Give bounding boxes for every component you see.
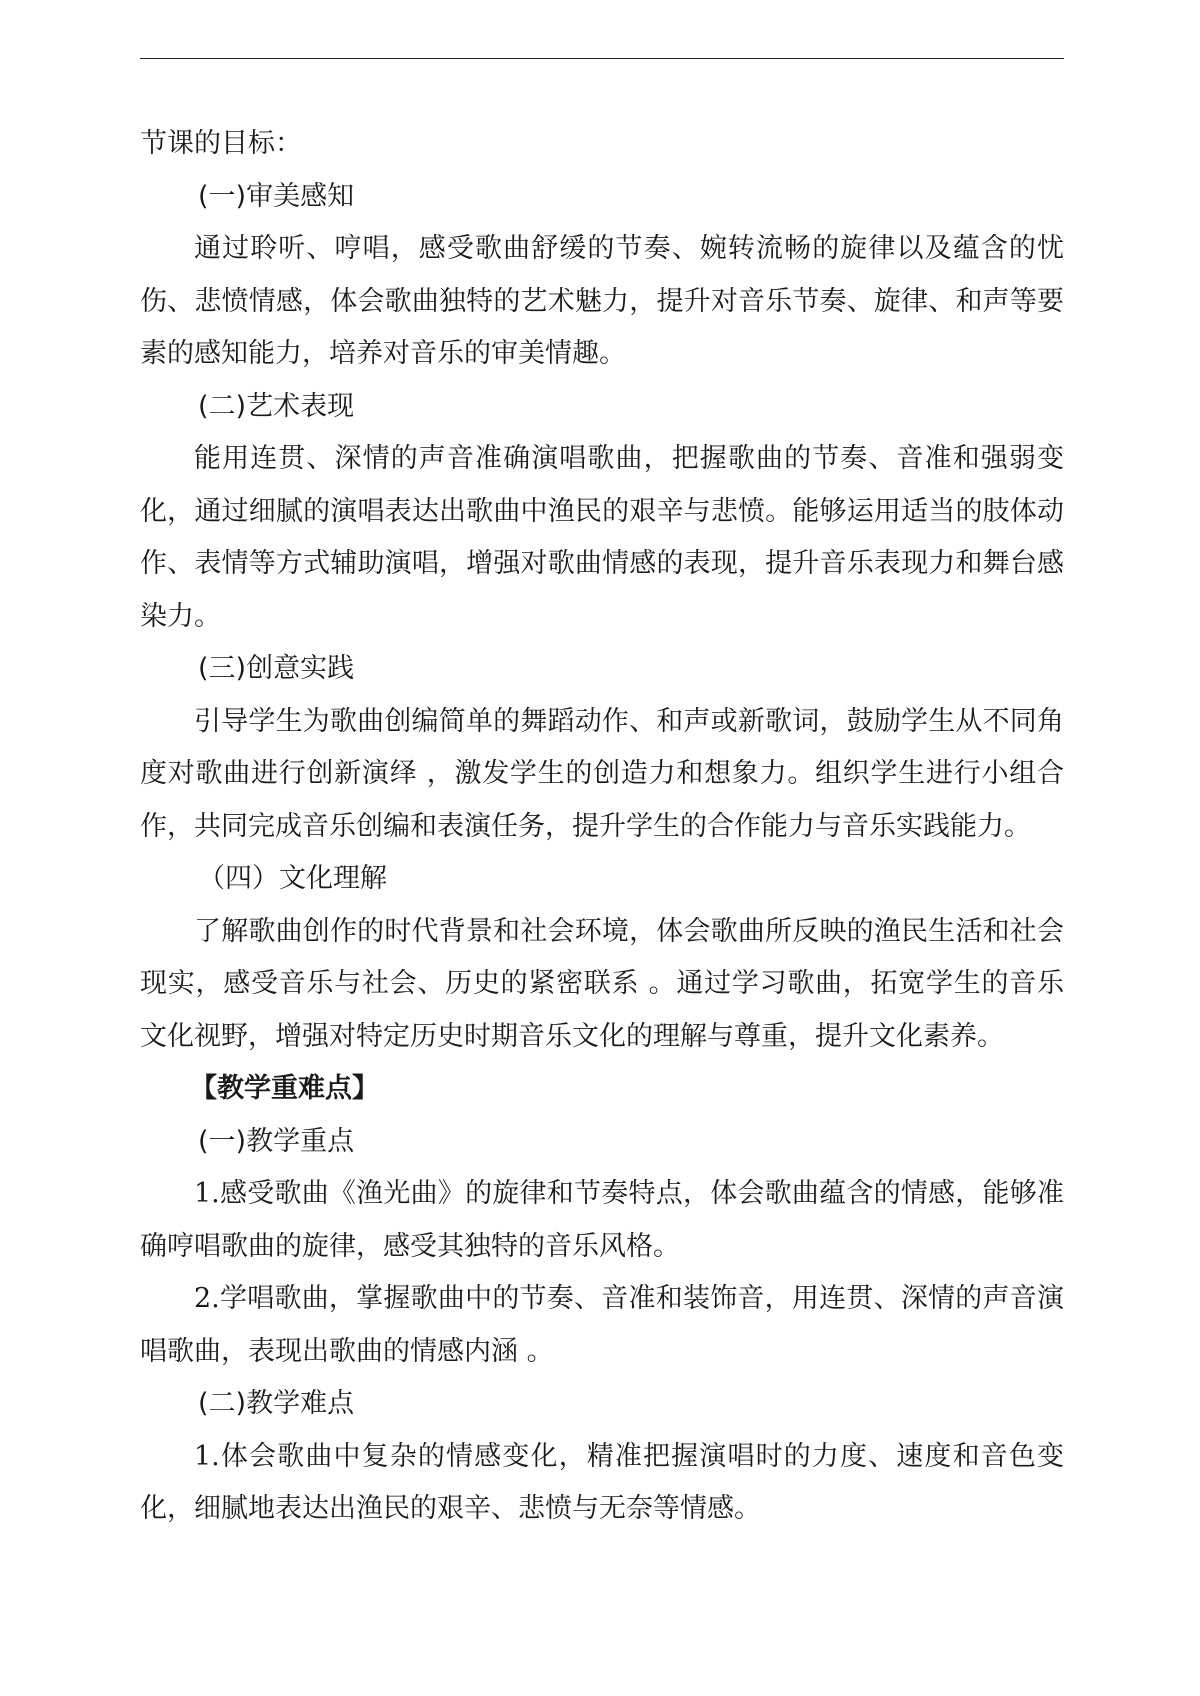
key-section-title: 【教学重难点】 [190,1073,379,1104]
section-heading-artistic: (二)艺术表现 [198,390,355,422]
subsection-heading-difficulty: (二)教学难点 [198,1388,355,1419]
focus-item-2: 2.学唱歌曲，掌握歌曲中的节奏、音准和装饰音，用连贯、深情的声音演唱歌曲，表现出歌曲的情感内涵 。 [140,1283,1064,1367]
section-paragraph-culture: 了解歌曲创作的时代背景和社会环境，体会歌曲所反映的渔民生活和社会现实，感受音乐与社会、历史的紧密联系 。通过学习歌曲，拓宽学生的音乐文化视野，增强对特定历史时期音乐文化的理解与尊重，提升文化素养。 [140,915,1064,1052]
header-rule [140,58,1064,59]
section-heading-aesthetic: (一)审美感知 [198,180,355,212]
intro-line: 节课的目标： [140,128,302,159]
subsection-heading-focus: (一)教学重点 [198,1125,355,1157]
section-heading-creative: (三)创意实践 [198,653,355,684]
difficulty-item-1: 1.体会歌曲中复杂的情感变化，精准把握演唱时的力度、速度和音色变化，细腻地表达出渔民的艰辛、悲愤与无奈等情感。 [140,1440,1064,1524]
focus-item-1: 1.感受歌曲《渔光曲》的旋律和节奏特点，体会歌曲蕴含的情感，能够准确哼唱歌曲的旋律，感受其独特的音乐风格。 [140,1178,1064,1262]
section-paragraph-creative: 引导学生为歌曲创编简单的舞蹈动作、和声或新歌词，鼓励学生从不同角度对歌曲进行创新演绎 ，激发学生的创造力和想象力。组织学生进行小组合作，共同完成音乐创编和表演任务，提升学生的合作能力与音乐实践能力。 [140,705,1064,842]
document-body [140,118,1064,1536]
section-heading-culture: （四）文化理解 [198,863,387,894]
section-paragraph-aesthetic: 通过聆听、哼唱，感受歌曲舒缓的节奏、婉转流畅的旋律以及蕴含的忧伤、悲愤情感，体会歌曲独特的艺术魅力，提升对音乐节奏、旋律、和声等要素的感知能力，培养对音乐的审美情趣。 [140,233,1064,369]
section-paragraph-artistic: 能用连贯、深情的声音准确演唱歌曲，把握歌曲的节奏、音准和强弱变化，通过细腻的演唱表达出歌曲中渔民的艰辛与悲愤。能够运用适当的肢体动作、表情等方式辅助演唱，增强对歌曲情感的表现，提升音乐表现力和舞台感染力。 [140,443,1064,632]
